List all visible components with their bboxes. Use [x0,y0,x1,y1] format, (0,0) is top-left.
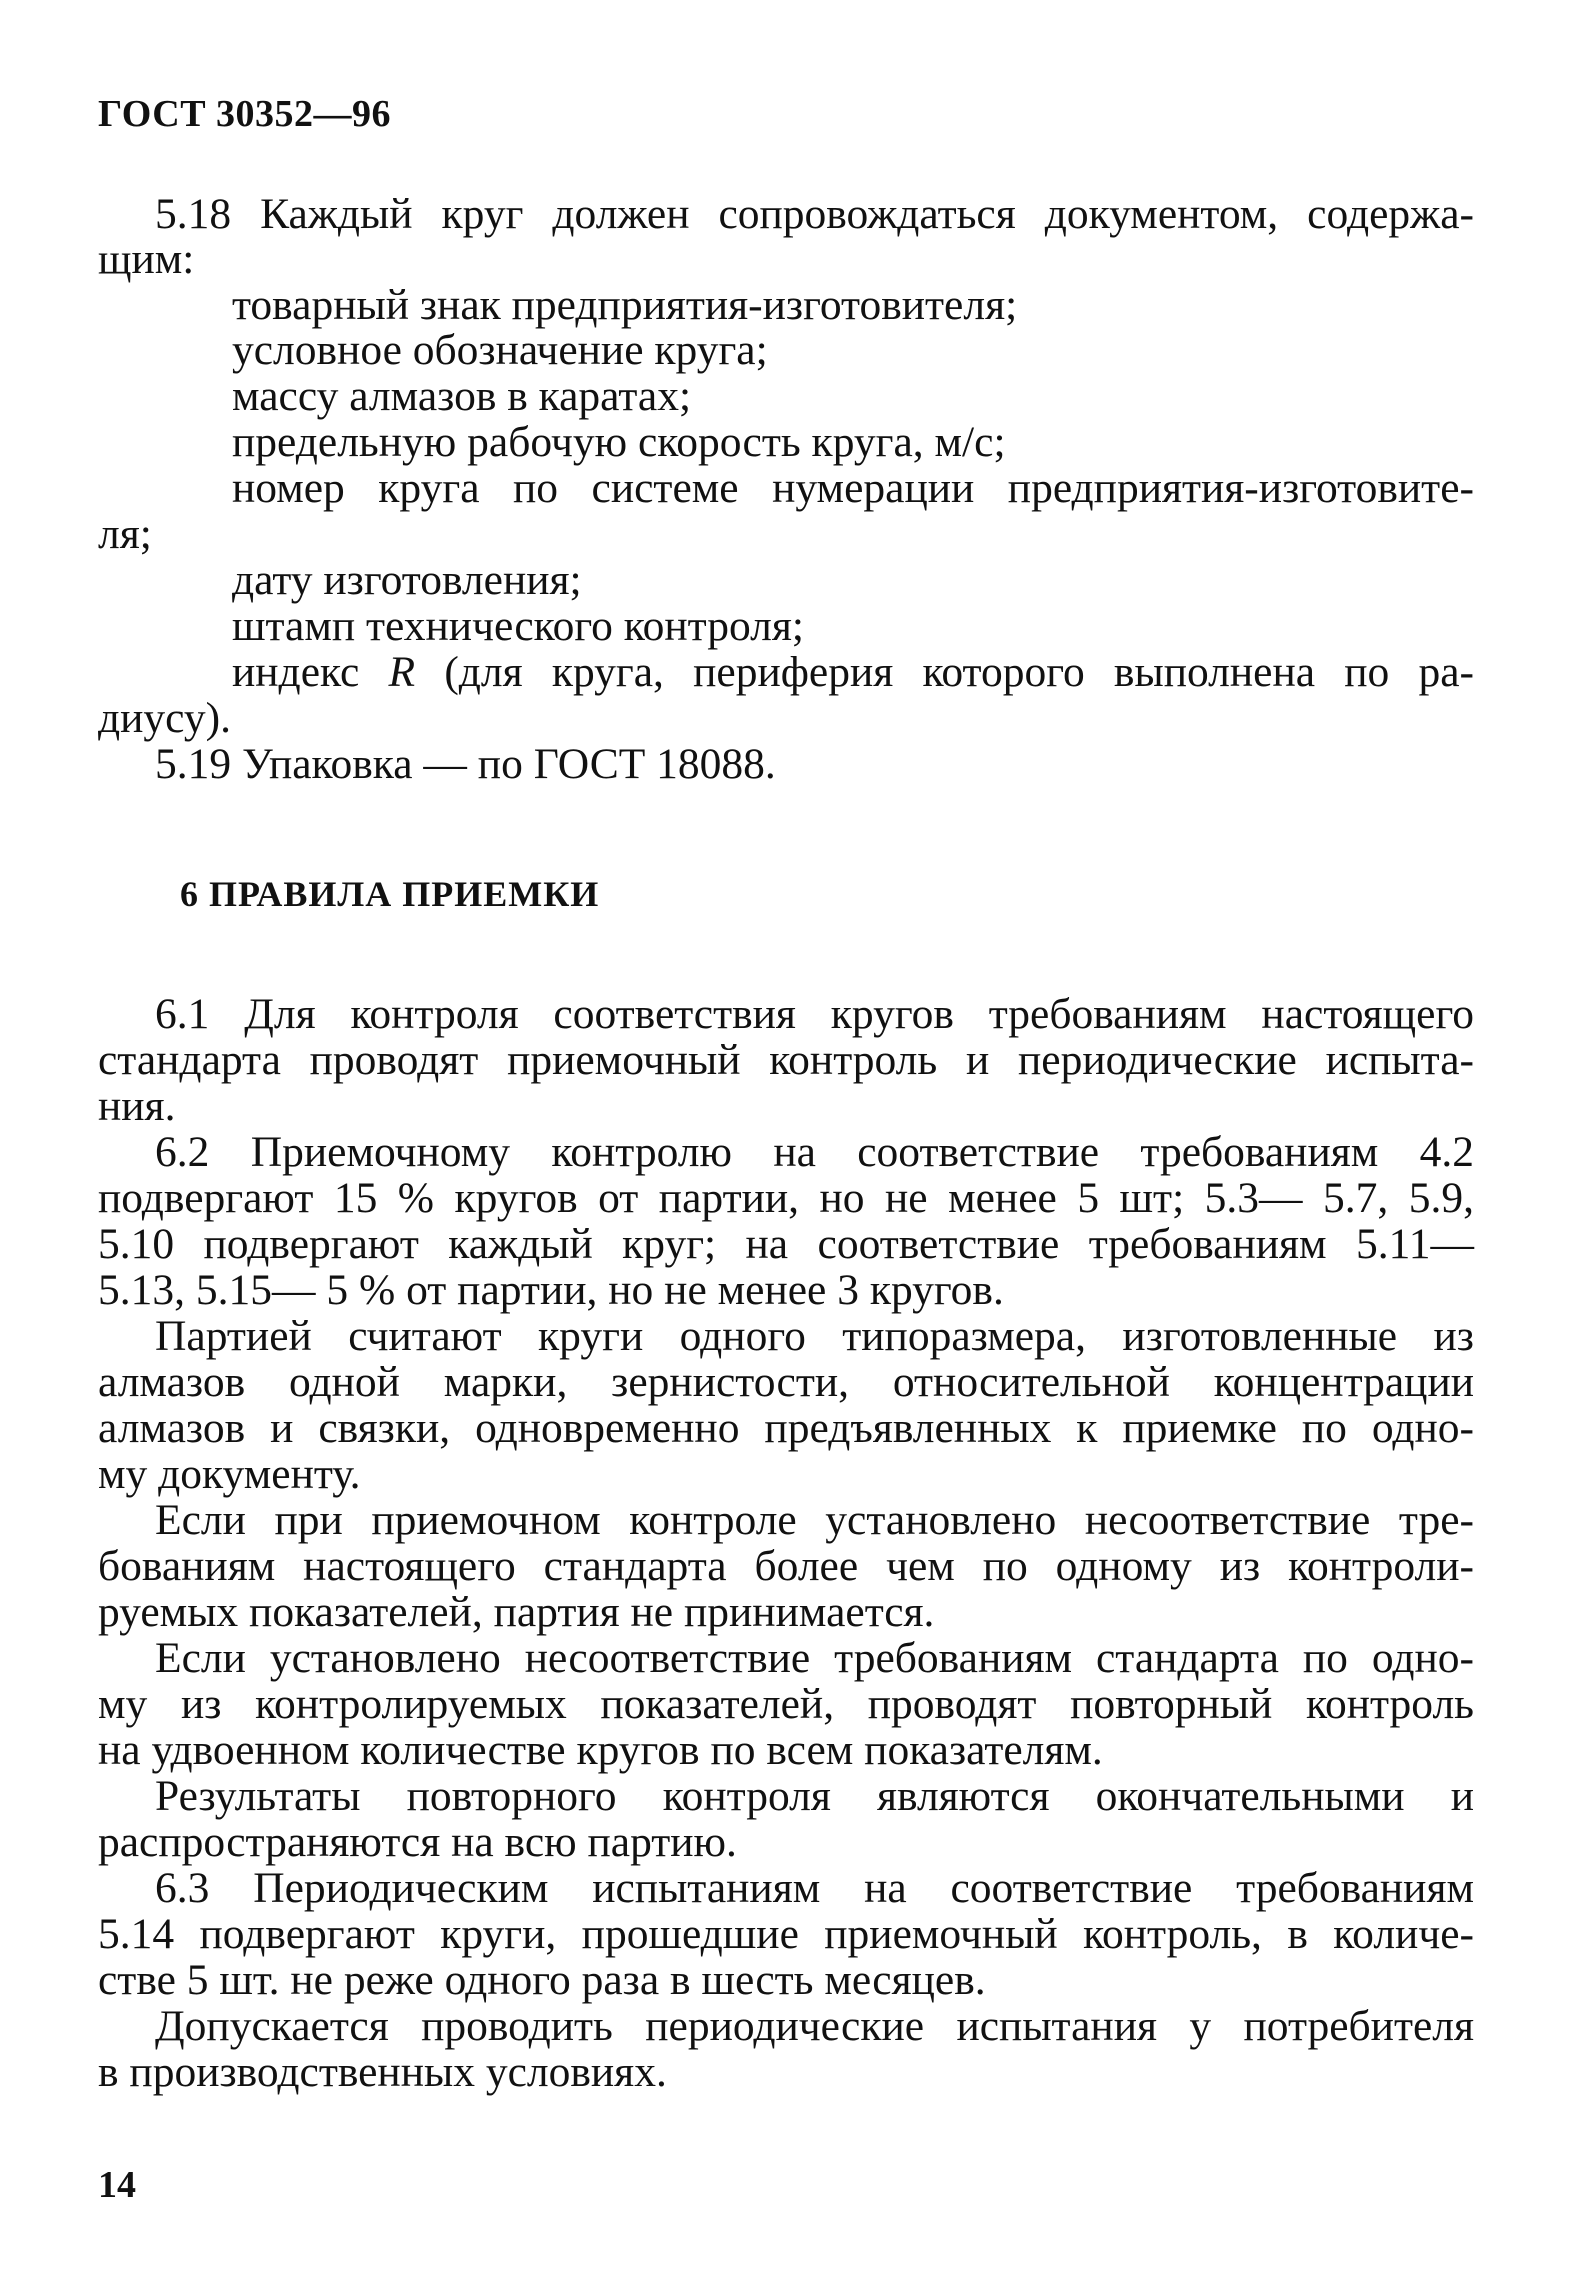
list-item: дату изготовления; [232,556,582,604]
index-suffix: (для круга, периферия которого выполнена по ра- [415,648,1474,696]
text-line: му документу. [98,1450,361,1498]
text-line: Если при приемочном контроле установлено несоответствие тре- [155,1496,1474,1544]
text-line: в производственных условиях. [98,2048,667,2096]
list-item: ля; [98,510,152,558]
section-heading: 6 ПРАВИЛА ПРИЕМКИ [180,874,600,914]
text-line: му из контролируемых показателей, проводят повторный контроль [98,1680,1474,1728]
list-item: предельную рабочую скорость круга, м/с; [232,418,1006,466]
list-item-index [232,648,1474,696]
text-line: бованиям настоящего стандарта более чем по одному из контроли- [98,1542,1474,1590]
text-line: алмазов одной марки, зернистости, относительной концентрации [98,1358,1474,1406]
text-line: Результаты повторного контроля являются окончательными и [155,1772,1474,1820]
text-line: 6.3 Периодическим испытаниям на соответствие требованиям [155,1864,1474,1912]
document-header: ГОСТ 30352—96 [98,93,392,135]
text-line: руемых показателей, партия не принимается. [98,1588,935,1636]
text-line: 5.13, 5.15— 5 % от партии, но не менее 3 кругов. [98,1266,1004,1314]
paragraph-5-19: 5.19 Упаковка — по ГОСТ 18088. [155,740,776,788]
list-item: диусу). [98,694,232,742]
text-line: стве 5 шт. не реже одного раза в шесть месяцев. [98,1956,986,2004]
index-prefix: индекс [232,648,389,696]
list-item: массу алмазов в каратах; [232,372,692,420]
text-line: 6.1 Для контроля соответствия кругов требованиям настоящего [155,990,1474,1038]
text-line: распространяются на всю партию. [98,1818,737,1866]
text-line: на удвоенном количестве кругов по всем показателям. [98,1726,1103,1774]
list-item: штамп технического контроля; [232,602,804,650]
text-line: Допускается проводить периодические испытания у потребителя [155,2002,1474,2050]
text-line: 6.2 Приемочному контролю на соответствие требованиям 4.2 [155,1128,1474,1176]
text-line: подвергают 15 % кругов от партии, но не менее 5 шт; 5.3— 5.7, 5.9, [98,1174,1474,1222]
text-line: 5.10 подвергают каждый круг; на соответствие требованиям 5.11— [98,1220,1474,1268]
text-line: ния. [98,1082,176,1130]
index-r-symbol: R [388,648,416,696]
list-item: товарный знак предприятия-изготовителя; [232,281,1018,329]
paragraph-5-18-line: щим: [98,235,195,283]
page-number: 14 [98,2164,136,2206]
list-item: номер круга по системе нумерации предприятия-изготовите- [232,464,1474,512]
text-line: 5.14 подвергают круги, прошедшие приемочный контроль, в количе- [98,1910,1474,1958]
text-line: Партией считают круги одного типоразмера, изготовленные из [155,1312,1474,1360]
text-line: алмазов и связки, одновременно предъявленных к приемке по одно- [98,1404,1474,1452]
paragraph-5-18-line: 5.18 Каждый круг должен сопровождаться документом, содержа- [155,190,1474,238]
text-line: стандарта проводят приемочный контроль и периодические испыта- [98,1036,1474,1084]
text-line: Если установлено несоответствие требованиям стандарта по одно- [155,1634,1474,1682]
list-item: условное обозначение круга; [232,326,768,374]
